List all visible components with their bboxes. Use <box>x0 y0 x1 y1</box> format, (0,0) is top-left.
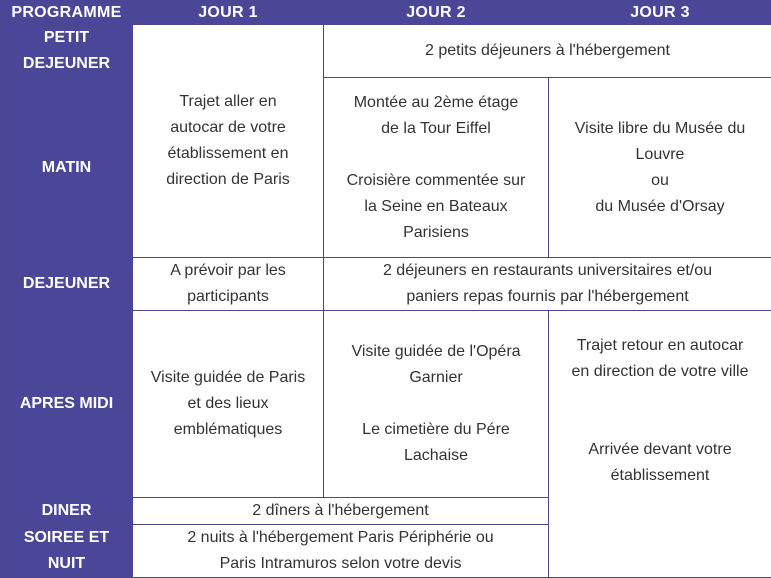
cell-petit-dejeuner-j2-j3: 2 petits déjeuners à l'hébergement <box>324 25 771 78</box>
cell-j2-apres-midi: Visite guidée de l'Opéra Garnier Le cimetière du Pére Lachaise <box>324 311 549 498</box>
row-label-diner: DINER <box>1 498 133 525</box>
row-matin <box>1 78 771 258</box>
header-jour-1: JOUR 1 <box>133 1 324 25</box>
header-jour-3: JOUR 3 <box>549 1 771 25</box>
cell-diner-j1-j2: 2 dîners à l'hébergement <box>133 498 549 525</box>
row-petit-dejeuner <box>1 25 771 78</box>
cell-j1-matin: Trajet aller en autocar de votre établissement en direction de Paris <box>133 25 324 258</box>
row-label-soiree-nuit: SOIREE ET NUIT <box>1 525 133 578</box>
row-dejeuner <box>1 258 771 311</box>
header-jour-2: JOUR 2 <box>324 1 549 25</box>
cell-j1-apres-midi: Visite guidée de Paris et des lieux emblématiques <box>133 311 324 498</box>
cell-j2-matin: Montée au 2ème étage de la Tour Eiffel Croisière commentée sur la Seine en Bateaux Parisiens <box>324 78 549 258</box>
cell-dejeuner-j2-j3: 2 déjeuners en restaurants universitaires et/ou paniers repas fournis par l'hébergement <box>324 258 771 311</box>
row-apres-midi <box>1 311 771 498</box>
header-programme: PROGRAMME <box>1 1 133 25</box>
cell-j1-dejeuner: A prévoir par les participants <box>133 258 324 311</box>
row-label-petit-dejeuner: PETIT DEJEUNER <box>1 25 133 78</box>
row-label-apres-midi: APRES MIDI <box>1 311 133 498</box>
row-label-matin: MATIN <box>1 78 133 258</box>
row-label-dejeuner: DEJEUNER <box>1 258 133 311</box>
cell-j3-matin: Visite libre du Musée du Louvre ou du Musée d'Orsay <box>549 78 771 258</box>
cell-soiree-j1-j2: 2 nuits à l'hébergement Paris Périphérie ou Paris Intramuros selon votre devis <box>133 525 549 578</box>
cell-j3-apres-midi: Trajet retour en autocar en direction de votre ville Arrivée devant votre établissement <box>549 311 771 578</box>
header-row <box>1 1 771 25</box>
